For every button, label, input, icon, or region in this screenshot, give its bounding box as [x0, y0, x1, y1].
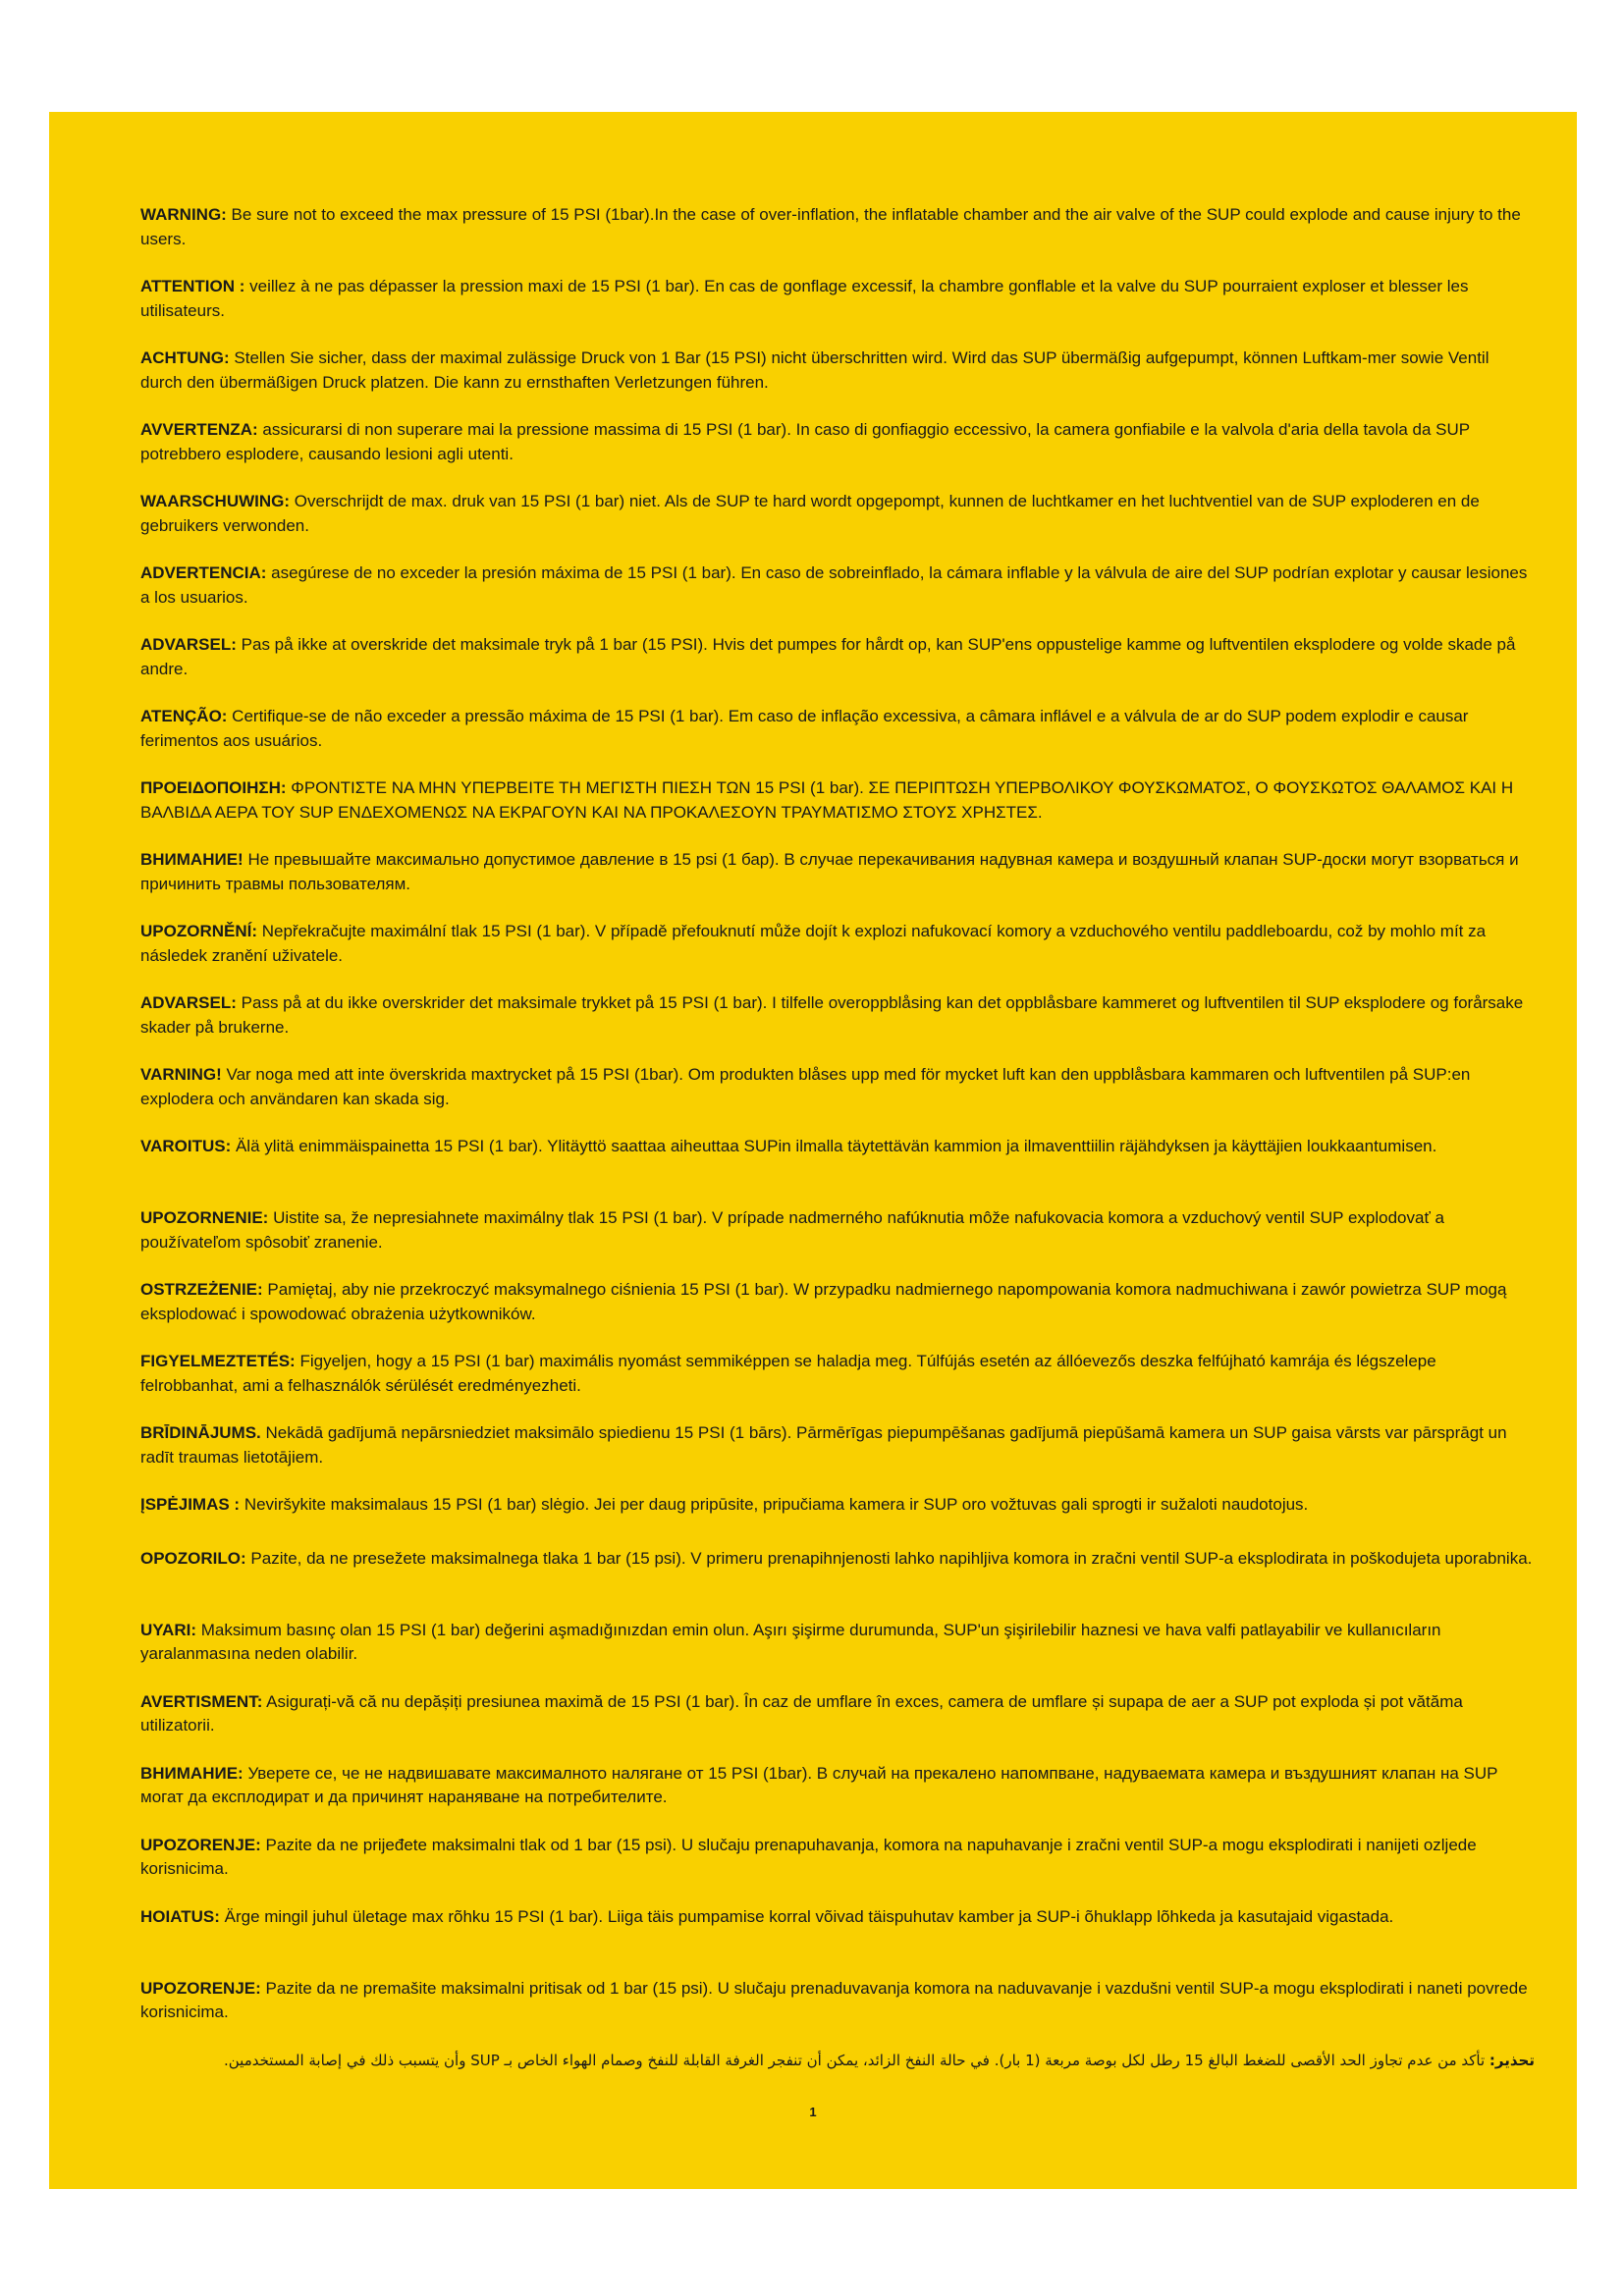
warning-label: BRĪDINĀJUMS. [140, 1423, 261, 1442]
warning-label: ADVERTENCIA: [140, 563, 267, 582]
warning-text: Pazite da ne premašite maksimalni pritisak od 1 bar (15 psi). U slučaju prenaduvavanja komora na naduvavanje i vazdušni ventil SUP-a mogu eksplodirati i naneti povrede korisnicima. [140, 1978, 1528, 2021]
warning-label: UPOZORNĚNÍ: [140, 922, 257, 940]
warning-finnish [140, 1135, 1535, 1183]
warning-slovak [140, 1206, 1535, 1255]
warning-dutch [140, 490, 1535, 538]
warning-label: UPOZORNENIE: [140, 1208, 269, 1227]
warning-estonian [140, 1905, 1535, 1953]
warning-norwegian [140, 991, 1535, 1040]
warning-swedish [140, 1063, 1535, 1111]
warning-text: Уверете се, че не надвишавате максималното налягане от 15 PSI (1bar). В случай на прекалено напомпване, надуваемата камера и въздушният клапан на SUP могат да експлодират и да причинят нараняване на потребителите. [140, 1763, 1498, 1806]
warning-text: Uistite sa, že nepresiahnete maximálny tlak 15 PSI (1 bar). V prípade nadmerného nafúknutia môže nafukovacia komora a vzduchový ventil SUP explodovať a používateľom spôsobiť zranenie. [140, 1208, 1444, 1252]
warning-lithuanian [140, 1493, 1535, 1518]
warning-text: Pazite da ne prijeđete maksimalni tlak od 1 bar (15 psi). U slučaju prenapuhavanja, komora na napuhavanje i zračni ventil SUP-a mogu eksplodirati i nanijeti ozljede korisnicima. [140, 1835, 1477, 1878]
warning-text: Nekādā gadījumā nepārsniedziet maksimālo spiedienu 15 PSI (1 bārs). Pārmērīgas piepumpēšanas gadījumā piepūšamā kamera un SUP gaisa vārsts var pārsprāgt un radīt traumas lietotājiem. [140, 1423, 1507, 1467]
warning-danish [140, 633, 1535, 681]
warning-label: VAROITUS: [140, 1137, 232, 1155]
warning-text: Be sure not to exceed the max pressure of 15 PSI (1bar).In the case of over-inflation, the inflatable chamber and the air valve of the SUP could explode and cause injury to the users. [140, 205, 1521, 248]
warning-label: ВНИМАНИЕ! [140, 850, 244, 869]
warning-slovenian [140, 1547, 1535, 1595]
warning-text: Stellen Sie sicher, dass der maximal zulässige Druck von 1 Bar (15 PSI) nicht überschritten wird. Wird das SUP übermäßig aufgepumpt, können Luftkam-mer sowie Ventil durch den übermäßigen Druck platzen. Die kann zu ernsthaften Verletzungen führen. [140, 348, 1489, 392]
warning-label: VARNING! [140, 1065, 222, 1084]
warning-text: تأكد من عدم تجاوز الحد الأقصى للضغط البالغ 15 رطل لكل بوصة مربعة (1 بار). في حالة النفخ الزائد، يمكن أن تنفجر الغرفة القابلة للنفخ وصمام الهواء الخاص بـ SUP وأن يتسبب ذلك في إصابة المستخدمين. [223, 2051, 1489, 2069]
warning-label: WARNING: [140, 205, 227, 224]
warning-label: ACHTUNG: [140, 348, 230, 367]
warning-turkish [140, 1619, 1535, 1667]
warning-label: ADVARSEL: [140, 993, 237, 1012]
warning-text: Var noga med att inte överskrida maxtrycket på 15 PSI (1bar). Om produkten blåses upp med för mycket luft kan den uppblåsbara kammaren och luftventilen på SUP:en explodera och användaren kan skada sig. [140, 1065, 1471, 1108]
warning-label: تحذير: [1489, 2051, 1535, 2069]
warning-french [140, 275, 1535, 323]
warning-hungarian [140, 1350, 1535, 1398]
warning-russian [140, 848, 1535, 896]
warning-italian [140, 418, 1535, 466]
warning-text: Pass på at du ikke overskrider det maksimale trykket på 15 PSI (1 bar). I tilfelle overoppblåsing kan det oppblåsbare kammeret og luftventilen til SUP eksplodere og forårsake skader på brukerne. [140, 993, 1524, 1037]
warning-text: Figyeljen, hogy a 15 PSI (1 bar) maximális nyomást semmiképpen se haladja meg. Túlfújás esetén az állóevezős deszka felfújható kamrája és légszelepe felrobbanhat, ami a felhasználók sérülését eredményezheti. [140, 1352, 1436, 1395]
warning-label: OPOZORILO: [140, 1548, 246, 1568]
warning-text: ΦΡΟΝΤΙΣΤΕ ΝΑ ΜΗΝ ΥΠΕΡΒΕΙΤΕ ΤΗ ΜΕΓΙΣΤΗ ΠΙΕΣΗ ΤΩΝ 15 PSI (1 bar). ΣΕ ΠΕΡΙΠΤΩΣΗ ΥΠΕΡΒΟΛΙΚΟΥ ΦΟΥΣΚΩΜΑΤΟΣ, Ο ΦΟΥΣΚΩΤΟΣ ΘΑΛΑΜΟΣ ΚΑΙ Η ΒΑΛΒΙΔΑ ΑΕΡΑ ΤΟΥ SUP ΕΝΔΕΧΟΜΕΝΩΣ ΝΑ ΕΚΡΑΓΟΥΝ ΚΑΙ ΝΑ ΠΡΟΚΑΛΕΣΟΥΝ ΤΡΑΥΜΑΤΙΣΜΟ ΣΤΟΥΣ ΧΡΗΣΤΕΣ. [140, 778, 1514, 822]
warning-label: UPOZORENJE: [140, 1978, 261, 1998]
warning-label: ĮSPĖJIMAS : [140, 1495, 241, 1514]
warning-label: ΠΡΟΕΙΔΟΠΟΙΗΣΗ: [140, 778, 287, 797]
warning-romanian [140, 1690, 1535, 1738]
warning-english [140, 203, 1535, 251]
warning-text: Nepřekračujte maximální tlak 15 PSI (1 bar). V případě přefouknutí může dojít k explozi nafukovací komory a vzduchového ventilu paddleboardu, což by mohlo mít za následek zranění uživatele. [140, 922, 1487, 965]
warning-label: FIGYELMEZTETÉS: [140, 1352, 296, 1370]
warning-label: UYARI: [140, 1620, 196, 1639]
warning-german [140, 347, 1535, 395]
warning-label: WAARSCHUWING: [140, 492, 291, 510]
warning-label: HOIATUS: [140, 1906, 220, 1926]
warning-label: AVERTISMENT: [140, 1691, 263, 1711]
warning-text: asegúrese de no exceder la presión máxima de 15 PSI (1 bar). En caso de sobreinflado, la cámara inflable y la válvula de aire del SUP podrían explotar y causar lesiones a los usuarios. [140, 563, 1528, 607]
warning-arabic [140, 2049, 1535, 2072]
warning-label: UPOZORENJE: [140, 1835, 261, 1854]
warning-greek [140, 776, 1535, 825]
warning-text: Pazite, da ne presežete maksimalnega tlaka 1 bar (15 psi). V primeru prenapihnjenosti lahko napihljiva komora in zračni ventil SUP-a eksplodirata in poškodujeta uporabnika. [245, 1548, 1533, 1568]
warning-polish [140, 1278, 1535, 1326]
warning-text: Neviršykite maksimalaus 15 PSI (1 bar) slėgio. Jei per daug pripūsite, pripučiama kamera ir SUP oro vožtuvas gali sprogti ir sužaloti naudotojus. [240, 1495, 1309, 1514]
warning-label: ATENÇÃO: [140, 707, 228, 725]
page-number: 1 [809, 2105, 817, 2119]
warning-text: Maksimum basınç olan 15 PSI (1 bar) değerini aşmadığınızdan emin olun. Aşırı şişirme durumunda, SUP'un şişirilebilir haznesi ve hava valfi patlayabilir ve kullanıcıların yaralanmasına neden olabilir. [140, 1620, 1441, 1663]
warning-label: ВНИМАНИЕ: [140, 1763, 244, 1783]
yellow-page-panel [49, 112, 1577, 2189]
warning-spanish [140, 561, 1535, 610]
warning-bulgarian [140, 1762, 1535, 1810]
warning-croatian [140, 1834, 1535, 1882]
warning-label: AVVERTENZA: [140, 420, 258, 439]
warning-text: Älä ylitä enimmäispainetta 15 PSI (1 bar). Ylitäyttö saattaa aiheuttaa SUPin ilmalla täytettävän kammion ja ilmaventtiilin räjähdyksen ja käyttäjien loukkaantumisen. [231, 1137, 1437, 1155]
warning-text: Не превышайте максимально допустимое давление в 15 psi (1 бар). В случае перекачивания надувная камера и воздушный клапан SUP-доски могут взорваться и причинить травмы пользователям. [140, 850, 1519, 893]
warning-text: Ärge mingil juhul ületage max rõhku 15 PSI (1 bar). Liiga täis pumpamise korral võivad täispuhutav kamber ja SUP-i õhuklapp lõhkeda ja kasutajaid vigastada. [219, 1906, 1394, 1926]
warning-portuguese [140, 705, 1535, 753]
warning-text: Pas på ikke at overskride det maksimale tryk på 1 bar (15 PSI). Hvis det pumpes for hårdt op, kan SUP'ens oppustelige kamme og luftventilen eksplodere og volde skade på andre. [140, 635, 1516, 678]
warning-latvian [140, 1421, 1535, 1469]
warning-serbian [140, 1977, 1535, 2025]
warning-label: OSTRZEŻENIE: [140, 1280, 263, 1299]
warning-text: Certifique-se de não exceder a pressão máxima de 15 PSI (1 bar). Em caso de inflação excessiva, a câmara inflável e a válvula de ar do SUP podem explodir e causar ferimentos aos usuários. [140, 707, 1469, 750]
warning-text: Asigurați-vă că nu depășiți presiunea maximă de 15 PSI (1 bar). În caz de umflare în exces, camera de umflare și supapa de aer a SUP pot exploda și pot vătăma utilizatorii. [140, 1691, 1463, 1735]
warning-label: ADVARSEL: [140, 635, 237, 654]
warning-czech [140, 920, 1535, 968]
warning-text: Overschrijdt de max. druk van 15 PSI (1 bar) niet. Als de SUP te hard wordt opgepompt, kunnen de luchtkamer en het luchtventiel van de SUP exploderen en de gebruikers verwonden. [140, 492, 1480, 535]
warning-text: assicurarsi di non superare mai la pressione massima di 15 PSI (1 bar). In caso di gonfiaggio eccessivo, la camera gonfiabile e la valvola d'aria della tavola da SUP potrebbero esplodere, causando lesioni agli utenti. [140, 420, 1470, 463]
warning-text: veillez à ne pas dépasser la pression maxi de 15 PSI (1 bar). En cas de gonflage excessif, la chambre gonflable et la valve du SUP pourraient exploser et blesser les utilisateurs. [140, 277, 1469, 320]
warning-label: ATTENTION : [140, 277, 245, 295]
warning-text: Pamiętaj, aby nie przekroczyć maksymalnego ciśnienia 15 PSI (1 bar). W przypadku nadmiernego napompowania komora nadmuchiwana i zawór powietrza SUP mogą eksplodować i spowodować obrażenia użytkowników. [140, 1280, 1507, 1323]
warnings-list [140, 203, 1535, 2087]
